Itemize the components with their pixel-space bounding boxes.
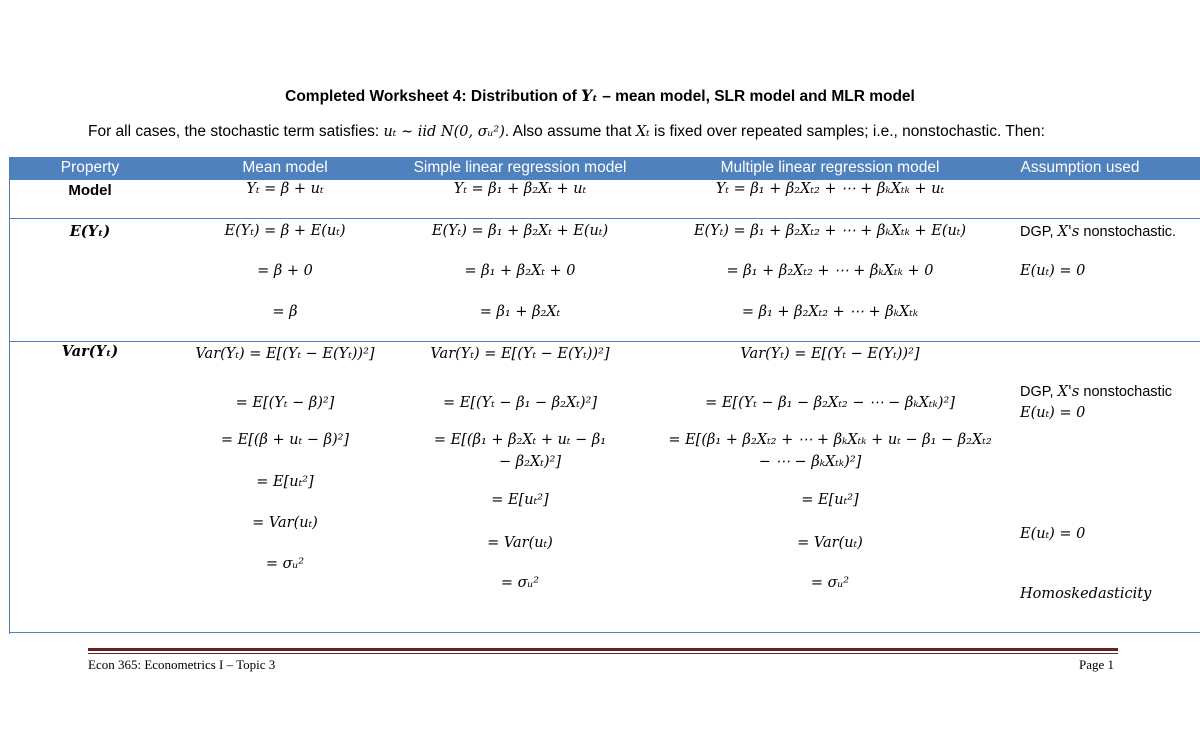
slr-variance-line-6: = Var(uₜ)	[487, 535, 553, 551]
header-slr-model: Simple linear regression model	[413, 159, 627, 176]
title-prefix: Completed Worksheet 4: Distribution of	[285, 88, 582, 105]
variance-assumption-4: Homoskedasticity	[1020, 586, 1152, 602]
intro-math-2: Xₜ	[635, 124, 650, 140]
model-row-label: Model	[68, 182, 112, 199]
intro-part-2: . Also assume that	[504, 123, 636, 140]
mean-variance-line-1: Var(Yₜ) = E[(Yₜ − E(Yₜ))²]	[195, 346, 375, 362]
mlr-expectation-line-2: = β₁ + β₂Xₜ₂ + ⋯ + βₖXₜₖ + 0	[726, 263, 934, 279]
expectation-assumption-2: E(uₜ) = 0	[1020, 263, 1086, 279]
assumption-text: DGP,	[1020, 224, 1058, 240]
header-mean-model: Mean model	[242, 159, 328, 176]
slr-variance-line-3: = E[(β₁ + β₂Xₜ + uₜ − β₁	[433, 432, 607, 448]
mean-variance-line-4: = E[uₜ²]	[256, 474, 314, 490]
assumption-tail: nonstochastic.	[1079, 224, 1177, 240]
footer-course: Econ 365: Econometrics I – Topic 3	[88, 657, 276, 672]
expectation-assumption-1	[1020, 224, 1176, 240]
mlr-expectation-line-3: = β₁ + β₂Xₜ₂ + ⋯ + βₖXₜₖ	[741, 304, 919, 320]
intro-math-1: uₜ ∼ iid N(0, σᵤ²)	[383, 124, 505, 140]
row-divider-2	[10, 341, 1200, 342]
slr-expectation-line-1: E(Yₜ) = β₁ + β₂Xₜ + E(uₜ)	[431, 223, 609, 239]
footer-rule-thick	[88, 648, 1118, 651]
slr-variance-line-2: = E[(Yₜ − β₁ − β₂Xₜ)²]	[443, 395, 597, 411]
header-assumption: Assumption used	[1020, 159, 1140, 176]
slr-model-equation: Yₜ = β₁ + β₂Xₜ + uₜ	[453, 181, 587, 197]
slr-expectation-line-3: = β₁ + β₂Xₜ	[479, 304, 561, 320]
table-bottom-border	[10, 632, 1200, 633]
intro-part-1: For all cases, the stochastic term satisfies:	[88, 123, 384, 140]
intro-part-3: is fixed over repeated samples; i.e., nonstochastic. Then:	[649, 123, 1045, 140]
mlr-variance-line-4: − ⋯ − βₖXₜₖ)²]	[758, 454, 862, 470]
table-left-border	[9, 157, 10, 634]
assumption-tail: nonstochastic	[1079, 384, 1173, 400]
mean-expectation-line-1: E(Yₜ) = β + E(uₜ)	[224, 223, 346, 239]
mean-variance-line-2: = E[(Yₜ − β)²]	[235, 395, 335, 411]
mlr-variance-line-5: = E[uₜ²]	[801, 492, 859, 508]
title-symbol: Yₜ	[581, 86, 598, 105]
header-property: Property	[60, 159, 120, 176]
page-title	[0, 86, 1200, 106]
intro-text	[88, 123, 1045, 141]
mlr-model-equation: Yₜ = β₁ + β₂Xₜ₂ + ⋯ + βₖXₜₖ + uₜ	[715, 181, 945, 197]
variance-assumption-3: E(uₜ) = 0	[1020, 526, 1086, 542]
slr-variance-line-7: = σᵤ²	[500, 575, 540, 591]
mean-variance-line-5: = Var(uₜ)	[252, 515, 318, 531]
assumption-math: X's	[1057, 384, 1080, 400]
mean-model-equation: Yₜ = β + uₜ	[246, 181, 324, 197]
variance-label: Var(Yₜ)	[61, 343, 119, 360]
mlr-variance-line-2: = E[(Yₜ − β₁ − β₂Xₜ₂ − ⋯ − βₖXₜₖ)²]	[705, 395, 955, 411]
mean-expectation-line-3: = β	[272, 304, 298, 320]
mlr-variance-line-3: = E[(β₁ + β₂Xₜ₂ + ⋯ + βₖXₜₖ + uₜ − β₁ − β₂Xₜ₂	[668, 432, 992, 448]
footer-page-number: Page 1	[1078, 657, 1114, 672]
variance-assumption-2: E(uₜ) = 0	[1020, 405, 1086, 421]
mlr-variance-line-1: Var(Yₜ) = E[(Yₜ − E(Yₜ))²]	[740, 346, 920, 362]
assumption-math: X's	[1057, 224, 1080, 240]
slr-variance-line-4: − β₂Xₜ)²]	[499, 454, 561, 470]
slr-expectation-line-2: = β₁ + β₂Xₜ + 0	[464, 263, 576, 279]
slr-variance-line-1: Var(Yₜ) = E[(Yₜ − E(Yₜ))²]	[430, 346, 610, 362]
variance-assumption-1	[1020, 384, 1172, 400]
slr-variance-line-5: = E[uₜ²]	[491, 492, 549, 508]
footer-rule-thin	[88, 653, 1118, 654]
mean-expectation-line-2: = β + 0	[257, 263, 313, 279]
mlr-variance-line-6: = Var(uₜ)	[797, 535, 863, 551]
mean-variance-line-6: = σᵤ²	[265, 556, 305, 572]
mlr-expectation-line-1: E(Yₜ) = β₁ + β₂Xₜ₂ + ⋯ + βₖXₜₖ + E(uₜ)	[693, 223, 967, 239]
row-divider-1	[10, 218, 1200, 219]
expectation-label: E(Yₜ)	[69, 223, 111, 240]
title-suffix: – mean model, SLR model and MLR model	[597, 88, 915, 105]
header-mlr-model: Multiple linear regression model	[720, 159, 940, 176]
assumption-text: DGP,	[1020, 384, 1058, 400]
mlr-variance-line-7: = σᵤ²	[810, 575, 850, 591]
mean-variance-line-3: = E[(β + uₜ − β)²]	[220, 432, 350, 448]
